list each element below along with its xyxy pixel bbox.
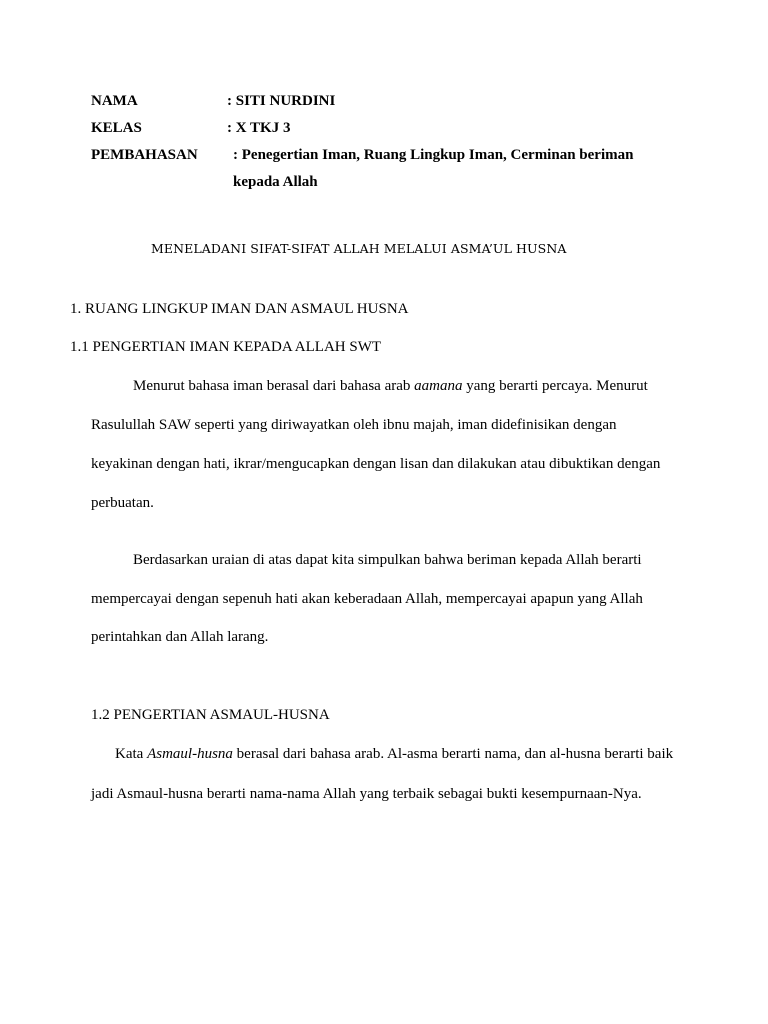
paragraph-1-line-2: Rasulullah SAW seperti yang diriwayatkan oleh ibnu majah, iman didefinisikan dengan xyxy=(91,417,617,433)
section-1-1-heading: 1.1 PENGERTIAN IMAN KEPADA ALLAH SWT xyxy=(70,339,382,355)
pembahasan-value-line1: : Penegertian Iman, Ruang Lingkup Iman, Cerminan beriman xyxy=(233,147,634,163)
paragraph-2-line-1: Berdasarkan uraian di atas dapat kita simpulkan bahwa beriman kepada Allah berarti xyxy=(133,552,642,568)
paragraph-1-line-3: keyakinan dengan hati, ikrar/mengucapkan dengan lisan dan dilakukan atau dibuktikan dengan xyxy=(91,456,661,472)
document-title: MENELADANI SIFAT-SIFAT ALLAH MELALUI ASMA’UL HUSNA xyxy=(151,241,567,256)
paragraph-1-line-1: Menurut bahasa iman berasal dari bahasa arab aamana yang berarti percaya. Menurut xyxy=(133,378,648,394)
nama-value: : SITI NURDINI xyxy=(227,93,336,109)
section-1-2-heading: 1.2 PENGERTIAN ASMAUL-HUSNA xyxy=(91,707,330,723)
paragraph-2-line-2: mempercayai dengan sepenuh hati akan keberadaan Allah, mempercayai apapun yang Allah xyxy=(91,591,643,607)
section-1-heading: 1. RUANG LINGKUP IMAN DAN ASMAUL HUSNA xyxy=(70,301,409,317)
pembahasan-value-line2: kepada Allah xyxy=(233,174,318,190)
paragraph-2-line-3: perintahkan dan Allah larang. xyxy=(91,629,269,645)
paragraph-3-line-1: Kata Asmaul-husna berasal dari bahasa arab. Al-asma berarti nama, dan al-husna berarti baik xyxy=(115,746,674,762)
kelas-label: KELAS xyxy=(91,120,142,136)
pembahasan-label: PEMBAHASAN xyxy=(91,147,198,163)
paragraph-3-line-2: jadi Asmaul-husna berarti nama-nama Allah yang terbaik sebagai bukti kesempurnaan-Nya. xyxy=(91,786,642,802)
nama-label: NAMA xyxy=(91,93,138,109)
kelas-value: : X TKJ 3 xyxy=(227,120,291,136)
paragraph-1-line-4: perbuatan. xyxy=(91,495,154,511)
